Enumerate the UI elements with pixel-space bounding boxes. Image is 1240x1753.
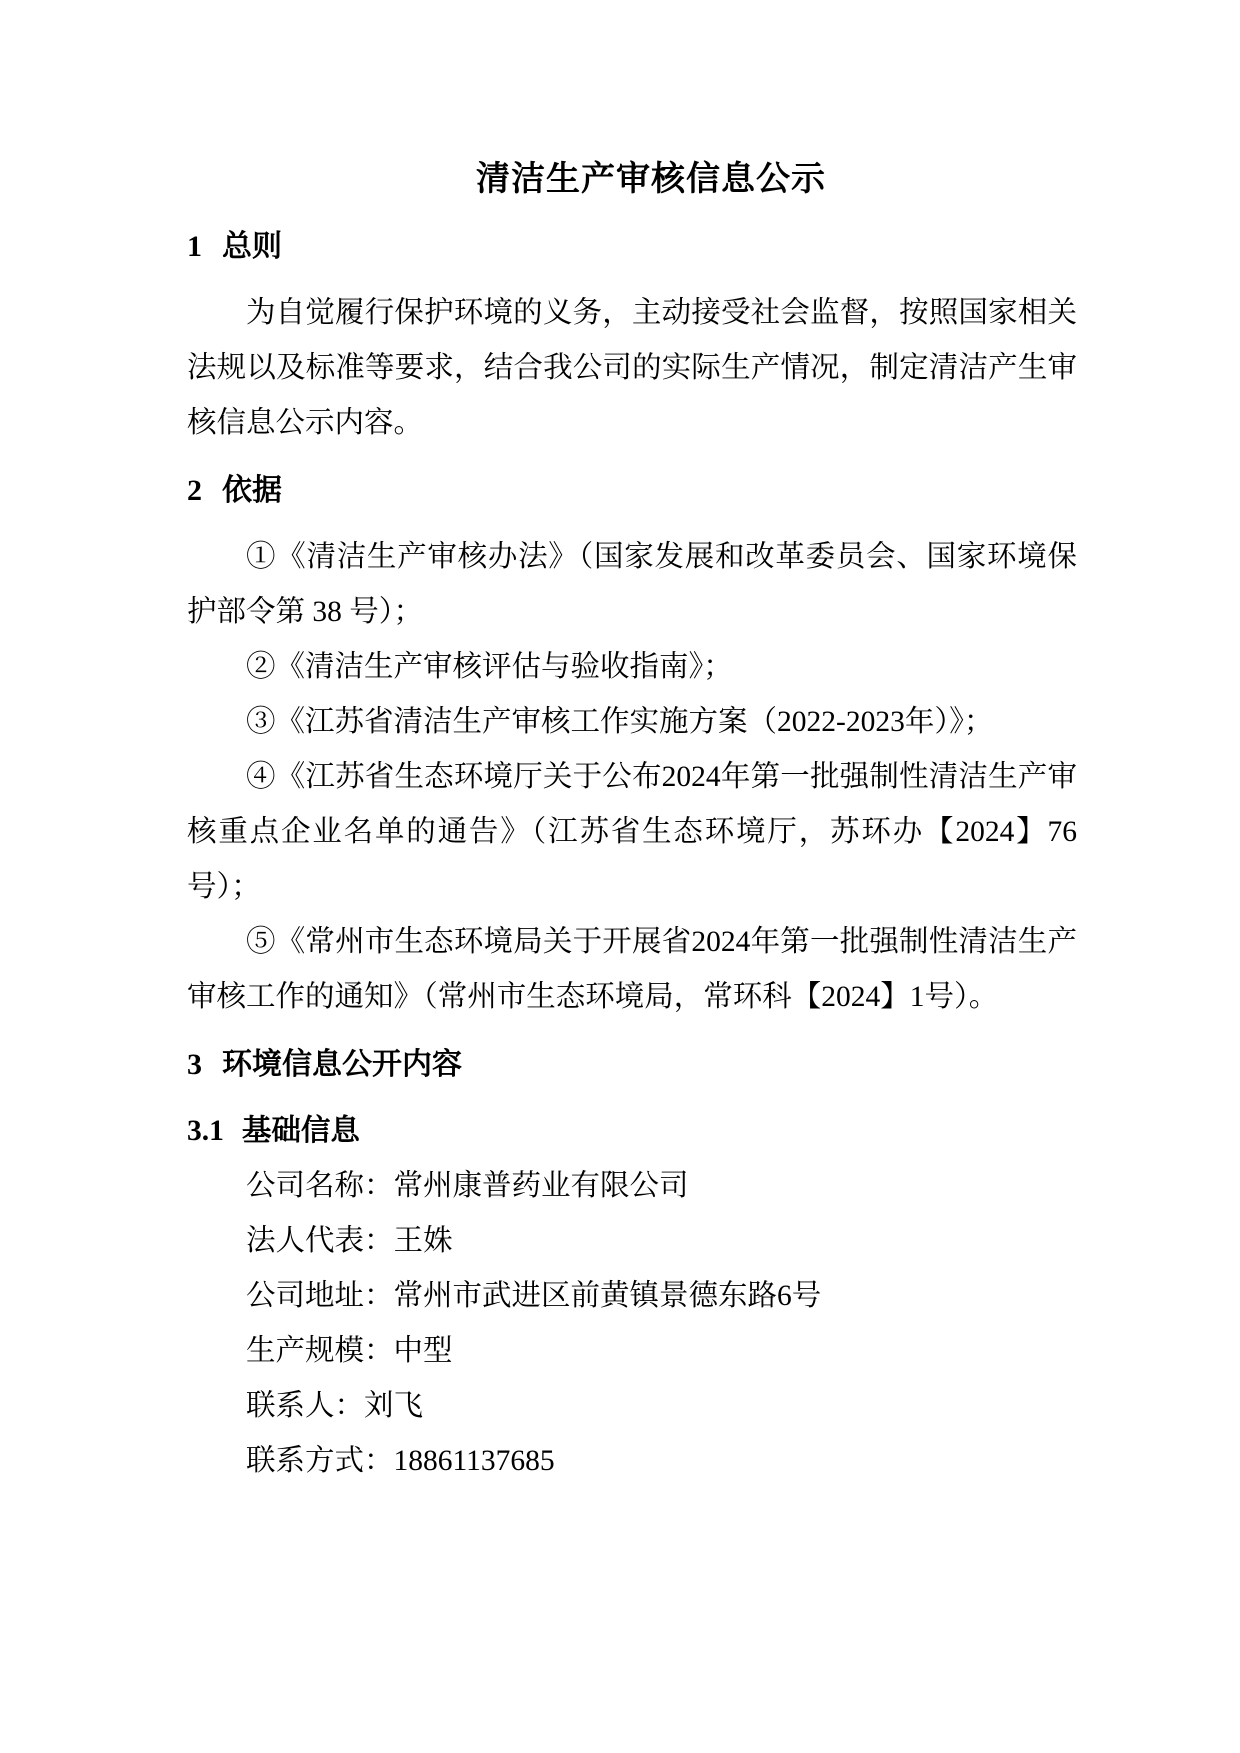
field-contact-phone: 联系方式：18861137685 <box>246 1445 555 1477</box>
subsection-heading-label: 基础信息 <box>241 1115 360 1147</box>
field-company-name: 公司名称：常州康普药业有限公司 <box>246 1170 689 1202</box>
section-heading-disclosure <box>187 1037 1077 1092</box>
field-company-address: 公司地址：常州市武进区前黄镇景德东路6号 <box>246 1280 822 1312</box>
basic-info-fields <box>187 1159 1077 1489</box>
section-number: 1 <box>187 230 202 263</box>
subsection-number: 3.1 <box>187 1115 224 1147</box>
basis-item-1: ①《清洁生产审核办法》（国家发展和改革委员会、国家环境保护部令第 38 号）； <box>187 541 1077 628</box>
section-heading-label: 总则 <box>222 230 282 263</box>
basis-item-4: ④《江苏省生态环境厅关于公布2024年第一批强制性清洁生产审核重点企业名单的通告》（江苏省生态环境厅，苏环办【2024】76号）； <box>187 761 1077 903</box>
section-heading-general <box>187 219 1077 274</box>
subsection-heading-basic-info <box>187 1104 1077 1159</box>
field-legal-representative: 法人代表：王姝 <box>246 1225 453 1257</box>
general-paragraph: 为自觉履行保护环境的义务，主动接受社会监督，按照国家相关法规以及标准等要求，结合我公司的实际生产情况，制定清洁产生审核信息公示内容。 <box>187 297 1077 439</box>
basis-item-2: ②《清洁生产审核评估与验收指南》； <box>246 651 733 683</box>
basis-item-5: ⑤《常州市生态环境局关于开展省2024年第一批强制性清洁生产审核工作的通知》（常州市生态环境局，常环科【2024】1号）。 <box>187 926 1077 1013</box>
section-heading-basis <box>187 463 1077 518</box>
section-number: 3 <box>187 1048 202 1081</box>
section-number: 2 <box>187 474 202 507</box>
basis-reference-list <box>187 530 1077 1025</box>
section-heading-label: 依据 <box>222 474 282 507</box>
section-heading-label: 环境信息公开内容 <box>222 1048 462 1081</box>
field-production-scale: 生产规模：中型 <box>246 1335 453 1367</box>
basis-item-3: ③《江苏省清洁生产审核工作实施方案（2022-2023年）》； <box>246 706 994 738</box>
document-title: 清洁生产审核信息公示 <box>476 161 826 198</box>
field-contact-person: 联系人：刘飞 <box>246 1390 424 1422</box>
